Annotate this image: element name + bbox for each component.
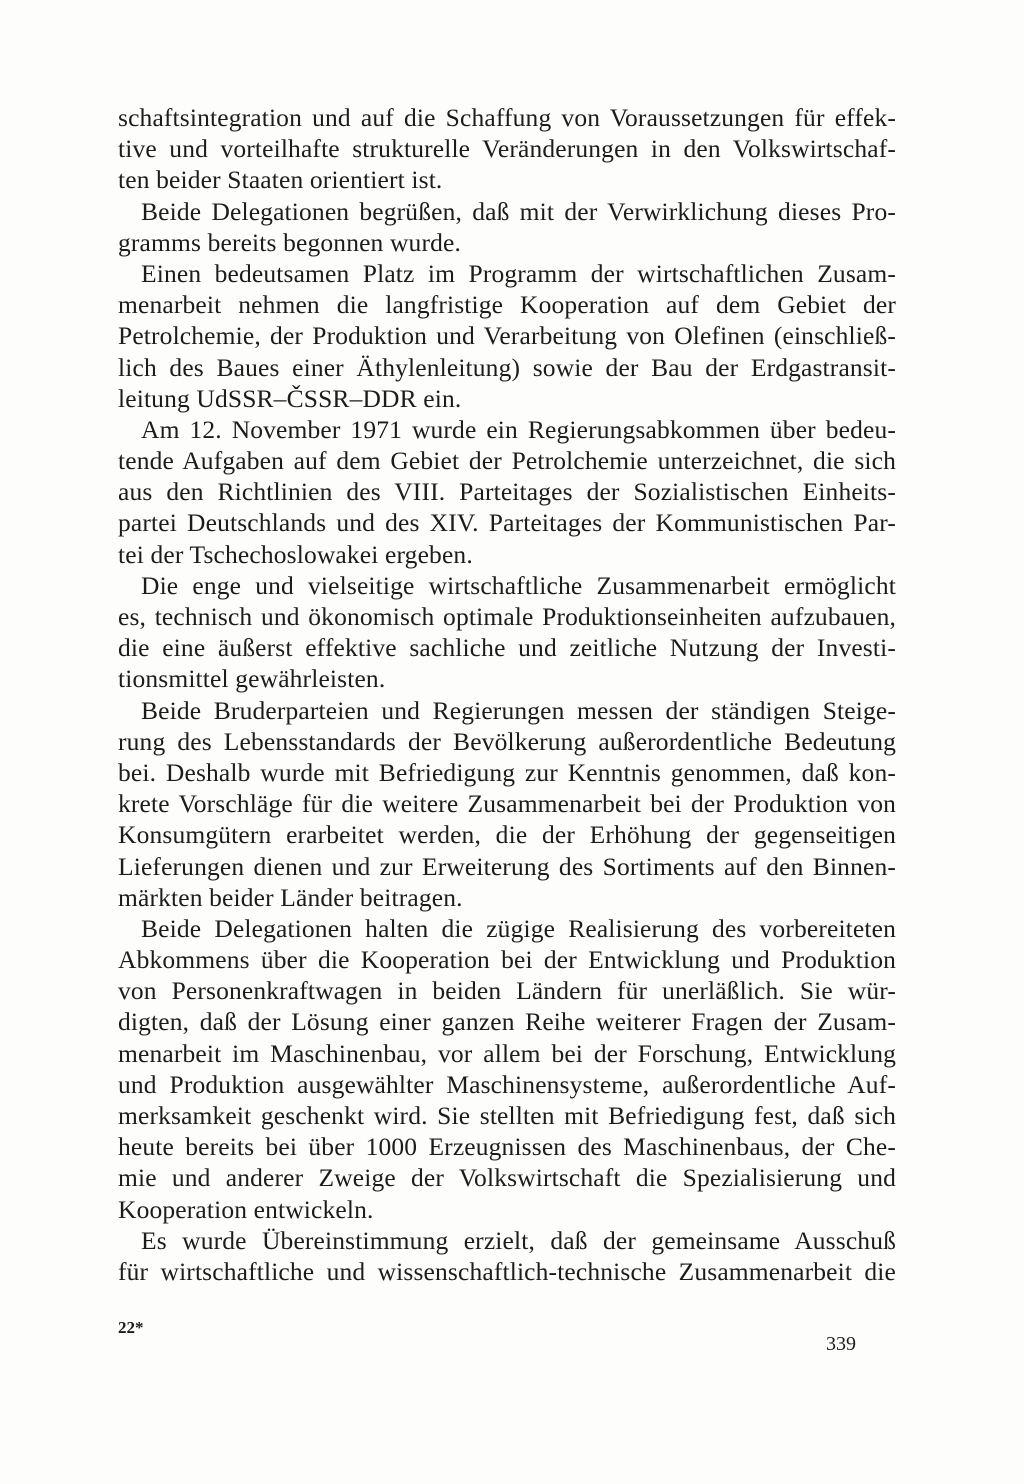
text-line: partei Deutschlands und des XIV. Parteitages der Kommunistischen Par- bbox=[118, 508, 896, 538]
text-line: und Produktion ausgewählter Maschinensysteme, außerordentliche Auf- bbox=[118, 1069, 896, 1099]
paragraph-first-line: Beide Bruderparteien und Regierungen messen der ständigen Steige- bbox=[141, 695, 896, 725]
text-line: tei der Tschechoslowakei ergeben. bbox=[118, 539, 473, 569]
text-line: leitung UdSSR–ČSSR–DDR ein. bbox=[118, 383, 462, 413]
text-line: rung des Lebensstandards der Bevölkerung außerordentliche Bedeutung bbox=[118, 726, 896, 756]
text-line: digten, daß der Lösung einer ganzen Reihe weiterer Fragen der Zusam- bbox=[118, 1007, 896, 1037]
text-line: Abkommens über die Kooperation bei der Entwicklung und Produktion bbox=[118, 945, 896, 975]
text-line: Konsumgütern erarbeitet werden, die der Erhöhung der gegenseitigen bbox=[118, 820, 896, 850]
text-line: gramms bereits begonnen wurde. bbox=[118, 227, 461, 257]
page-number: 339 bbox=[826, 1333, 856, 1355]
text-line: die eine äußerst effektive sachliche und zeitliche Nutzung der Investi- bbox=[118, 633, 896, 663]
text-line: für wirtschaftliche und wissenschaftlich-technische Zusammenarbeit die bbox=[118, 1256, 896, 1286]
text-line: bei. Deshalb wurde mit Befriedigung zur Kenntnis genommen, daß kon- bbox=[118, 757, 896, 787]
text-line: tionsmittel gewährleisten. bbox=[118, 664, 386, 694]
text-line: menarbeit nehmen die langfristige Kooperation auf dem Gebiet der bbox=[118, 290, 896, 320]
paragraph-first-line: Einen bedeutsamen Platz im Programm der wirtschaftlichen Zusam- bbox=[141, 258, 896, 288]
text-line: schaftsintegration und auf die Schaffung von Voraussetzungen für effek- bbox=[118, 103, 896, 132]
text-line: von Personenkraftwagen in beiden Ländern für unerläßlich. Sie wür- bbox=[118, 976, 896, 1006]
paragraph-first-line: Am 12. November 1971 wurde ein Regierungsabkommen über bedeu- bbox=[141, 414, 896, 444]
text-line: aus den Richtlinien des VIII. Parteitages der Sozialistischen Einheits- bbox=[118, 477, 896, 507]
text-line: märkten beider Länder beitragen. bbox=[118, 882, 463, 912]
paragraph-first-line: Es wurde Übereinstimmung erzielt, daß der gemeinsame Ausschuß bbox=[141, 1225, 896, 1255]
signature-mark: 22* bbox=[118, 1318, 144, 1337]
text-line: Kooperation entwickeln. bbox=[118, 1194, 374, 1224]
body-text bbox=[118, 102, 896, 1287]
text-line: menarbeit im Maschinenbau, vor allem bei der Forschung, Entwicklung bbox=[118, 1038, 896, 1068]
text-line: tive und vorteilhafte strukturelle Veränderungen in den Volkswirtschaf- bbox=[118, 134, 896, 164]
text-line: Petrolchemie, der Produktion und Verarbeitung von Olefinen (einschließ- bbox=[118, 321, 896, 351]
text-line: mie und anderer Zweige der Volkswirtschaft die Spezialisierung und bbox=[118, 1163, 896, 1193]
text-line: ten beider Staaten orientiert ist. bbox=[118, 165, 443, 195]
text-line: krete Vorschläge für die weitere Zusammenarbeit bei der Produktion von bbox=[118, 789, 896, 819]
paragraph-first-line: Beide Delegationen halten die zügige Realisierung des vorbereiteten bbox=[141, 913, 896, 943]
text-line: merksamkeit geschenkt wird. Sie stellten mit Befriedigung fest, daß sich bbox=[118, 1101, 896, 1130]
text-line: lich des Baues einer Äthylenleitung) sowie der Bau der Erdgastransit- bbox=[118, 352, 896, 382]
text-line: Lieferungen dienen und zur Erweiterung des Sortiments auf den Binnen- bbox=[118, 851, 896, 881]
paragraph-first-line: Die enge und vielseitige wirtschaftliche Zusammenarbeit ermöglicht bbox=[141, 570, 896, 600]
paragraph-first-line: Beide Delegationen begrüßen, daß mit der Verwirklichung dieses Pro- bbox=[141, 196, 896, 226]
text-line: es, technisch und ökonomisch optimale Produktionseinheiten aufzubauen, bbox=[118, 602, 896, 631]
text-line: heute bereits bei über 1000 Erzeugnissen des Maschinenbaus, der Che- bbox=[118, 1132, 896, 1162]
text-line: tende Aufgaben auf dem Gebiet der Petrolchemie unterzeichnet, die sich bbox=[118, 446, 896, 476]
